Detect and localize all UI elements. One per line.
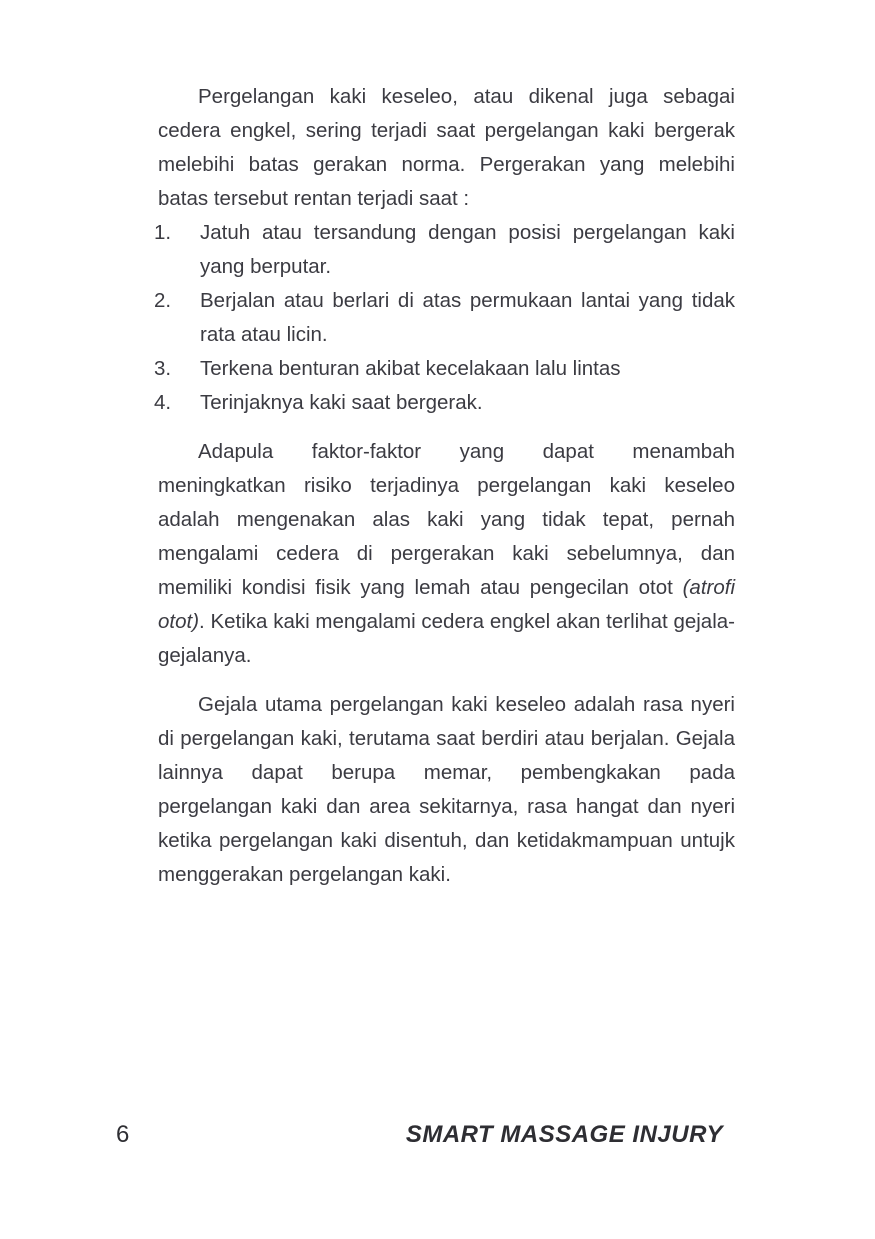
- paragraph-intro: Pergelangan kaki keseleo, atau dikenal juga sebagai cedera engkel, sering terjadi saat pergelangan kaki bergerak melebihi batas gerakan norma. Pergerakan yang melebihi batas tersebut rentan terjadi saat :: [158, 85, 735, 210]
- list-item-number: 2.: [154, 289, 172, 312]
- list-item: [154, 216, 735, 284]
- list-item-number: 1.: [154, 221, 172, 244]
- paragraph-symptoms: Gejala utama pergelangan kaki keseleo adalah rasa nyeri di pergelangan kaki, terutama saat berdiri atau berjalan. Gejala lainnya dapat berupa memar, pembengkakan pada pergelangan kaki dan area sekitarnya, rasa hangat dan nyeri ketika pergelangan kaki disentuh, dan ketidakmampuan untujk menggerakan pergelangan kaki.: [158, 693, 735, 886]
- causes-list: [154, 216, 735, 420]
- italic-term-atrofi-otot: (atrofi otot): [158, 576, 735, 633]
- list-item-number: 3.: [154, 357, 172, 380]
- list-item-text: Berjalan atau berlari di atas permukaan lantai yang tidak rata atau licin.: [200, 289, 735, 346]
- list-item-text: Terinjaknya kaki saat bergerak.: [200, 391, 483, 414]
- list-item: [154, 386, 735, 420]
- page-body-text: [154, 80, 735, 892]
- list-item-number: 4.: [154, 391, 172, 414]
- list-item-text: Jatuh atau tersandung dengan posisi pergelangan kaki yang berputar.: [200, 221, 735, 278]
- list-item-text: Terkena benturan akibat kecelakaan lalu lintas: [200, 357, 621, 380]
- paragraph-risk-factors: [158, 435, 735, 673]
- footer-page-number: 6: [116, 1121, 130, 1148]
- paragraph-risk-factors-text: Adapula faktor-faktor yang dapat menambah meningkatkan risiko terjadinya pergelangan kaki keseleo adalah mengenakan alas kaki yang tidak tepat, pernah mengalami cedera di pergerakan kaki sebelumnya, dan memiliki kondisi fisik yang lemah atau pengecilan otot: [158, 440, 735, 599]
- footer-book-title: SMART MASSAGE INJURY: [405, 1121, 723, 1148]
- list-item: [154, 284, 735, 352]
- paragraph-risk-factors-text-after: . Ketika kaki mengalami cedera engkel akan terlihat gejala-gejalanya.: [158, 610, 735, 667]
- list-item: [154, 352, 735, 386]
